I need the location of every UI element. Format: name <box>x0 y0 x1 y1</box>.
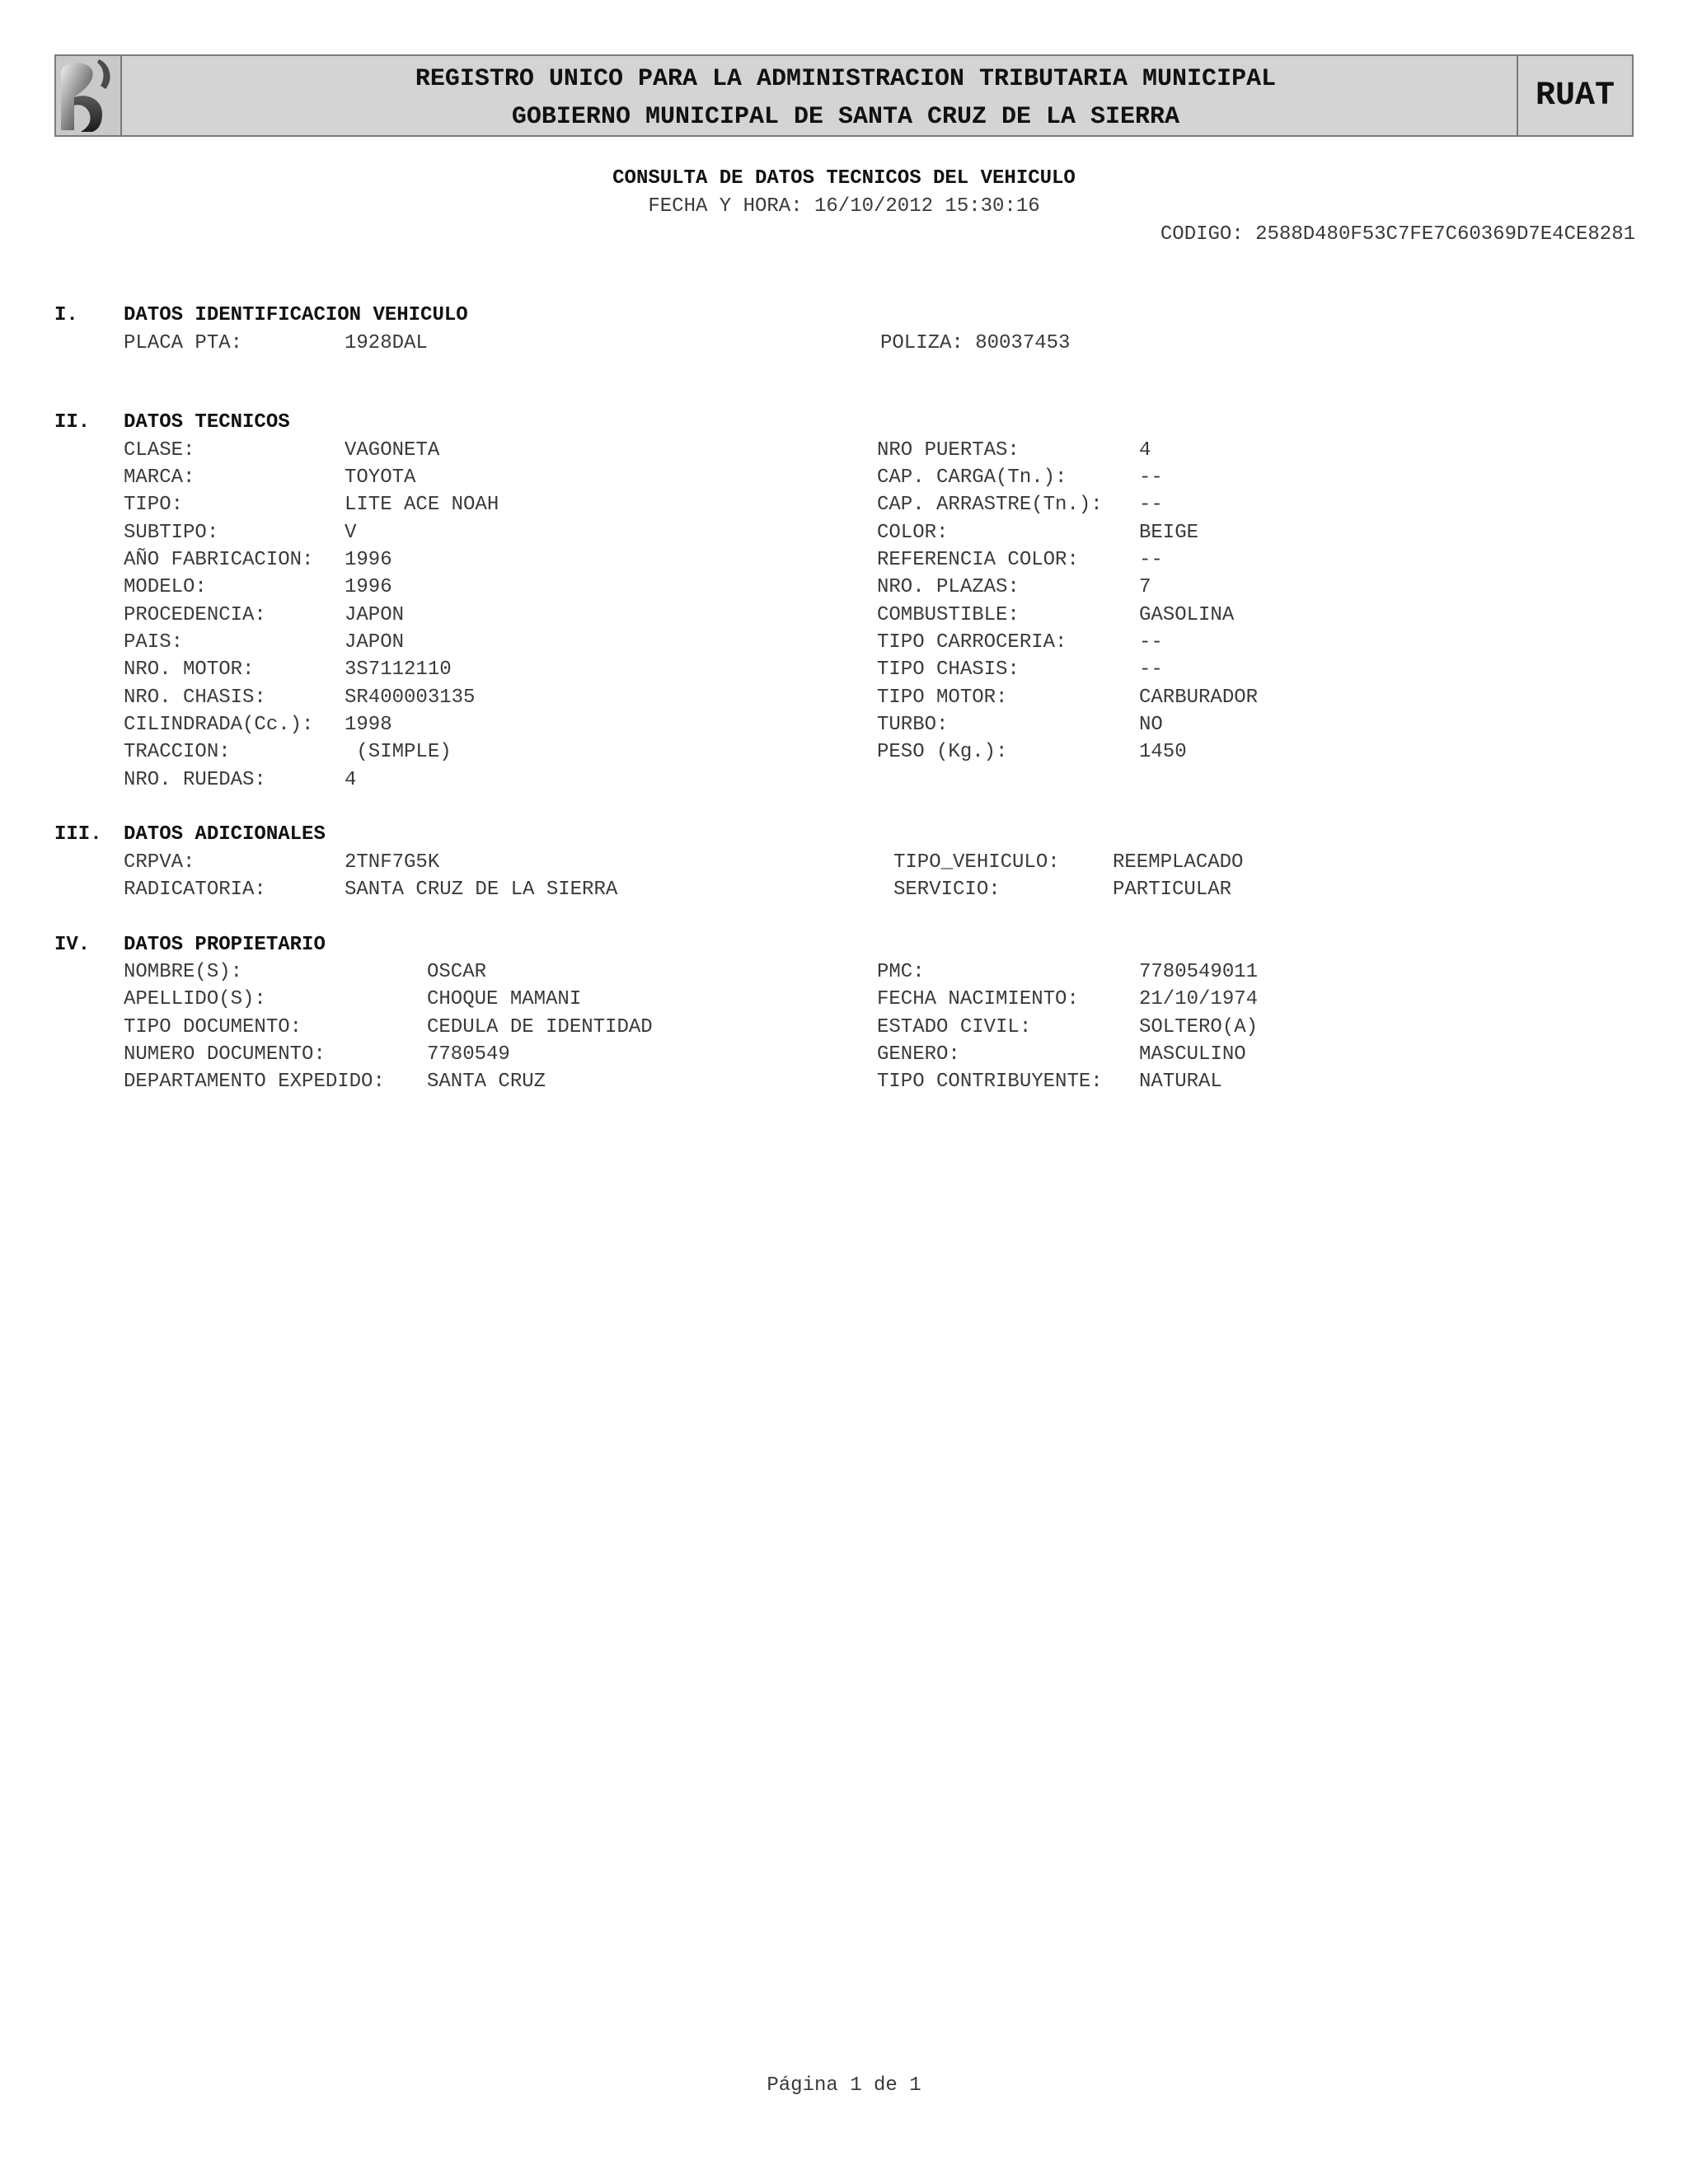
field-value: 1998 <box>345 714 392 736</box>
field-label: GENERO: <box>877 1043 960 1066</box>
field-value: 7780549011 <box>1139 961 1259 983</box>
field-label: NUMERO DOCUMENTO: <box>124 1043 326 1066</box>
field-value: -- <box>1139 658 1163 681</box>
field-label: TIPO CHASIS: <box>877 658 1020 681</box>
field-value: TOYOTA <box>345 466 416 489</box>
section-number: II. <box>54 411 91 434</box>
field-value: 1996 <box>345 576 392 598</box>
field-label: SERVICIO: <box>893 879 1001 901</box>
poliza: POLIZA: 80037453 <box>880 332 1071 354</box>
field-label: FECHA NACIMIENTO: <box>877 988 1079 1010</box>
field-value: CARBURADOR <box>1139 687 1259 709</box>
field-label: CLASE: <box>124 439 195 462</box>
field-label: NRO PUERTAS: <box>877 439 1020 462</box>
field-value: (SIMPLE) <box>345 741 452 763</box>
field-value: 4 <box>345 769 357 791</box>
field-label: TIPO MOTOR: <box>877 687 1008 709</box>
field-label: NOMBRE(S): <box>124 961 243 983</box>
section-title: DATOS IDENTIFICACION VEHICULO <box>124 304 468 326</box>
field-label: CILINDRADA(Cc.): <box>124 714 314 736</box>
field-label: CAP. ARRASTRE(Tn.): <box>877 494 1103 516</box>
field-label: TIPO CONTRIBUYENTE: <box>877 1071 1103 1093</box>
ruat-logo-icon <box>56 56 120 135</box>
field-label: PESO (Kg.): <box>877 741 1008 763</box>
field-value: GASOLINA <box>1139 604 1235 626</box>
field-label: APELLIDO(S): <box>124 988 266 1010</box>
field-label: RADICATORIA: <box>124 879 266 901</box>
page-number: Página 1 de 1 <box>767 2074 921 2097</box>
field-label: DEPARTAMENTO EXPEDIDO: <box>124 1071 385 1093</box>
field-value: LITE ACE NOAH <box>345 494 499 516</box>
field-value: SANTA CRUZ <box>427 1071 546 1093</box>
field-label: PMC: <box>877 961 925 983</box>
section-title: DATOS TECNICOS <box>124 411 290 434</box>
field-label: COLOR: <box>877 522 949 544</box>
field-value: PARTICULAR <box>1113 879 1232 901</box>
field-value: -- <box>1139 631 1163 654</box>
field-value: JAPON <box>345 631 405 654</box>
field-value: CEDULA DE IDENTIDAD <box>427 1016 653 1038</box>
field-label: MODELO: <box>124 576 207 598</box>
field-label: AÑO FABRICACION: <box>124 549 314 571</box>
ruat-logo <box>56 56 122 135</box>
field-label: NRO. PLAZAS: <box>877 576 1020 598</box>
field-label: MARCA: <box>124 466 195 489</box>
field-value: JAPON <box>345 604 405 626</box>
field-value: SR400003135 <box>345 687 476 709</box>
header-titles <box>122 56 1569 135</box>
field-label: NRO. MOTOR: <box>124 658 255 681</box>
header-band <box>54 54 1634 137</box>
section-number: I. <box>54 304 78 326</box>
field-label: CAP. CARGA(Tn.): <box>877 466 1067 489</box>
field-value: 1996 <box>345 549 392 571</box>
field-label: TIPO: <box>124 494 184 516</box>
field-value: 3S7112110 <box>345 658 452 681</box>
field-label: TIPO DOCUMENTO: <box>124 1016 302 1038</box>
field-value: 7 <box>1139 576 1151 598</box>
section-title: DATOS ADICIONALES <box>124 823 326 846</box>
codigo: CODIGO: 2588D480F53C7FE7C60369D7E4CE8281 <box>1160 223 1635 246</box>
field-value: 1928DAL <box>345 332 428 354</box>
document-title: CONSULTA DE DATOS TECNICOS DEL VEHICULO <box>612 167 1076 190</box>
field-label: TIPO_VEHICULO: <box>893 851 1060 874</box>
section-number: IV. <box>54 934 91 956</box>
field-label: ESTADO CIVIL: <box>877 1016 1032 1038</box>
field-value: 2TNF7G5K <box>345 851 440 874</box>
datetime: FECHA Y HORA: 16/10/2012 15:30:16 <box>648 195 1040 218</box>
field-value: REEMPLACADO <box>1113 851 1244 874</box>
section-title: DATOS PROPIETARIO <box>124 934 326 956</box>
field-label: CRPVA: <box>124 851 195 874</box>
ruat-badge: RUAT <box>1517 56 1632 135</box>
field-value: NATURAL <box>1139 1071 1222 1093</box>
field-label: NRO. RUEDAS: <box>124 769 266 791</box>
field-value: NO <box>1139 714 1163 736</box>
field-value: -- <box>1139 466 1163 489</box>
field-value: SANTA CRUZ DE LA SIERRA <box>345 879 618 901</box>
field-value: V <box>345 522 357 544</box>
field-label: TIPO CARROCERIA: <box>877 631 1067 654</box>
field-label: REFERENCIA COLOR: <box>877 549 1079 571</box>
field-value: VAGONETA <box>345 439 440 462</box>
field-value: SOLTERO(A) <box>1139 1016 1259 1038</box>
field-label: NRO. CHASIS: <box>124 687 266 709</box>
field-label: PAIS: <box>124 631 184 654</box>
section-number: III. <box>54 823 102 846</box>
field-label: PLACA PTA: <box>124 332 243 354</box>
field-value: 21/10/1974 <box>1139 988 1259 1010</box>
field-label: SUBTIPO: <box>124 522 219 544</box>
field-value: OSCAR <box>427 961 487 983</box>
header-line-2: GOBIERNO MUNICIPAL DE SANTA CRUZ DE LA SIERRA <box>511 103 1180 131</box>
field-value: CHOQUE MAMANI <box>427 988 582 1010</box>
field-value: -- <box>1139 494 1163 516</box>
field-value: 7780549 <box>427 1043 510 1066</box>
field-value: BEIGE <box>1139 522 1199 544</box>
field-value: 4 <box>1139 439 1151 462</box>
field-label: TURBO: <box>877 714 949 736</box>
field-label: TRACCION: <box>124 741 231 763</box>
field-value: -- <box>1139 549 1163 571</box>
field-value: 1450 <box>1139 741 1187 763</box>
header-line-1: REGISTRO UNICO PARA LA ADMINISTRACION TRIBUTARIA MUNICIPAL <box>415 65 1277 93</box>
field-label: COMBUSTIBLE: <box>877 604 1020 626</box>
field-value: MASCULINO <box>1139 1043 1246 1066</box>
field-label: PROCEDENCIA: <box>124 604 266 626</box>
